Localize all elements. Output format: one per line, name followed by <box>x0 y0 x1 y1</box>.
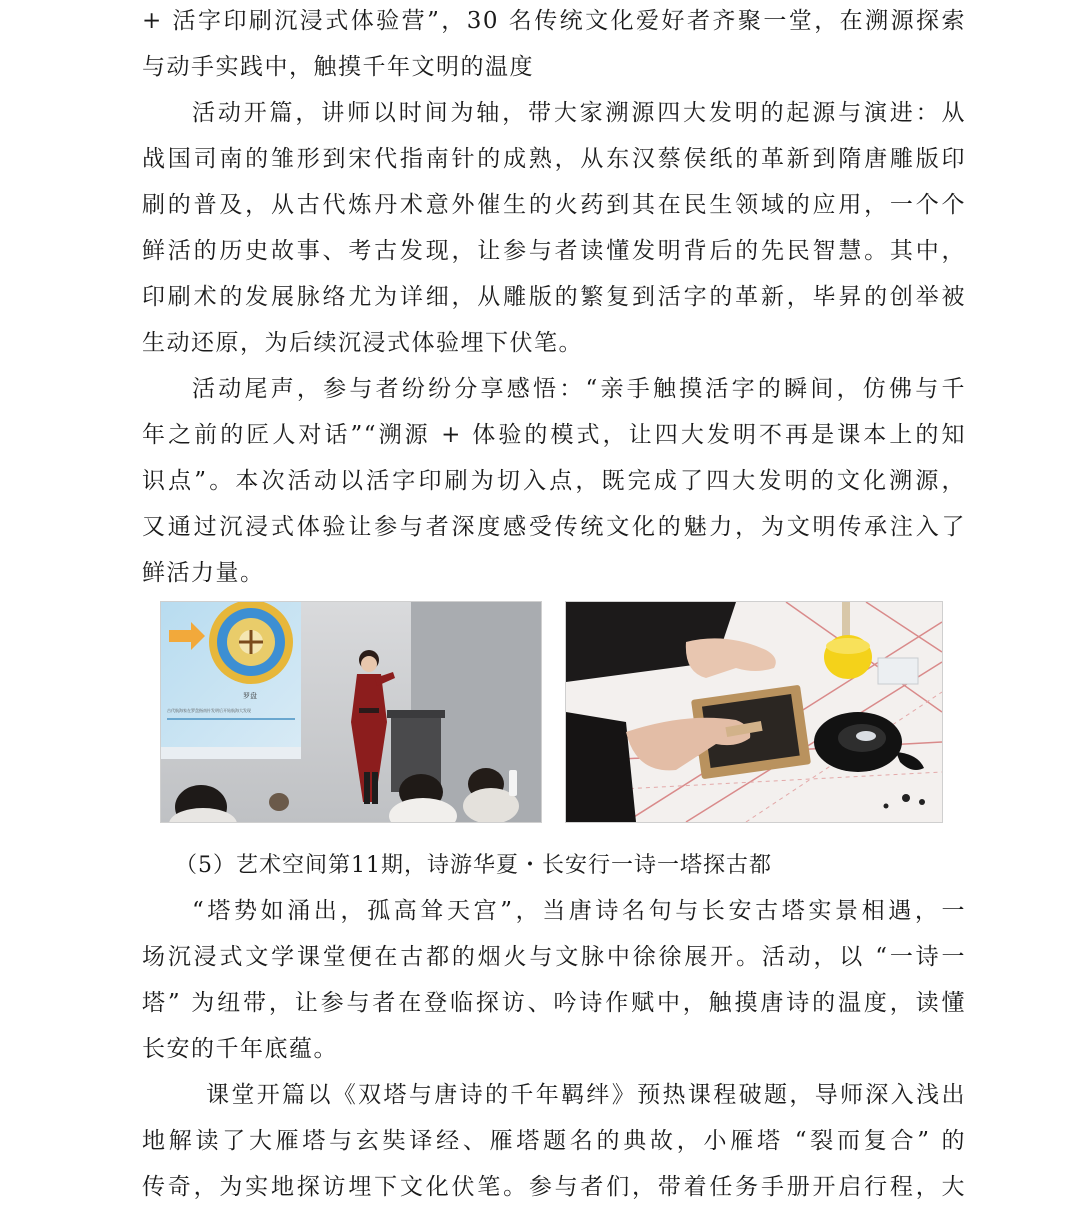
slide-caption-text: 罗盘 <box>243 692 257 700</box>
text-line: 生动还原，为后续沉浸式体验埋下伏笔。 <box>142 330 583 356</box>
lecture-photo <box>160 601 542 823</box>
text-line: 识点”。本次活动以活字印刷为切入点，既完成了四大发明的文化溯源， <box>142 468 966 494</box>
text-line: 课堂开篇以《双塔与唐诗的千年羁绊》预热课程破题，导师深入浅出 <box>206 1082 966 1108</box>
text-line: 鲜活力量。 <box>142 560 265 586</box>
text-line: 活动开篇，讲师以时间为轴，带大家溯源四大发明的起源与演进：从 <box>192 100 966 126</box>
text-line: 鲜活的历史故事、考古发现，让参与者读懂发明背后的先民智慧。其中， <box>142 238 966 264</box>
text-line: “塔势如涌出，孤高耸天宫”，当唐诗名句与长安古塔实景相遇，一 <box>192 898 966 924</box>
text-line: 场沉浸式文学课堂便在古都的烟火与文脉中徐徐展开。活动，以 “一诗一 <box>142 944 966 970</box>
text-line: 印刷术的发展脉络尤为详细，从雕版的繁复到活字的革新，毕昇的创举被 <box>142 284 966 310</box>
text-line: + 活字印刷沉浸式体验营”，30 名传统文化爱好者齐聚一堂，在溯源探索 <box>142 8 966 34</box>
section-heading: （5）艺术空间第11期，诗游华夏・长安行一诗一塔探古都 <box>175 853 772 878</box>
text-line: 年之前的匠人对话”“溯源 + 体验的模式，让四大发明不再是课本上的知 <box>142 422 966 448</box>
printing-photo <box>565 601 943 823</box>
text-line: 地解读了大雁塔与玄奘译经、雁塔题名的典故，小雁塔 “裂而复合” 的 <box>142 1128 966 1154</box>
text-line: 长安的千年底蕴。 <box>142 1036 338 1062</box>
text-line: 塔” 为纽带，让参与者在登临探访、吟诗作赋中，触摸唐诗的温度，读懂 <box>142 990 966 1016</box>
text-line: 传奇，为实地探访埋下文化伏笔。参与者们，带着任务手册开启行程，大 <box>142 1174 966 1200</box>
text-line: 刷的普及，从古代炼丹术意外催生的火药到其在民生领域的应用，一个个 <box>142 192 966 218</box>
text-line: 活动尾声，参与者纷纷分享感悟：“亲手触摸活字的瞬间，仿佛与千 <box>192 376 966 402</box>
text-line: 战国司南的雏形到宋代指南针的成熟，从东汉蔡侯纸的革新到隋唐雕版印 <box>142 146 966 172</box>
slide-body-text: 古代航海家在罗盘指南针发明后开始航海大发现 <box>167 708 251 713</box>
text-line: 与动手实践中，触摸千年文明的温度 <box>142 54 534 80</box>
text-line: 又通过沉浸式体验让参与者深度感受传统文化的魅力，为文明传承注入了 <box>142 514 966 540</box>
